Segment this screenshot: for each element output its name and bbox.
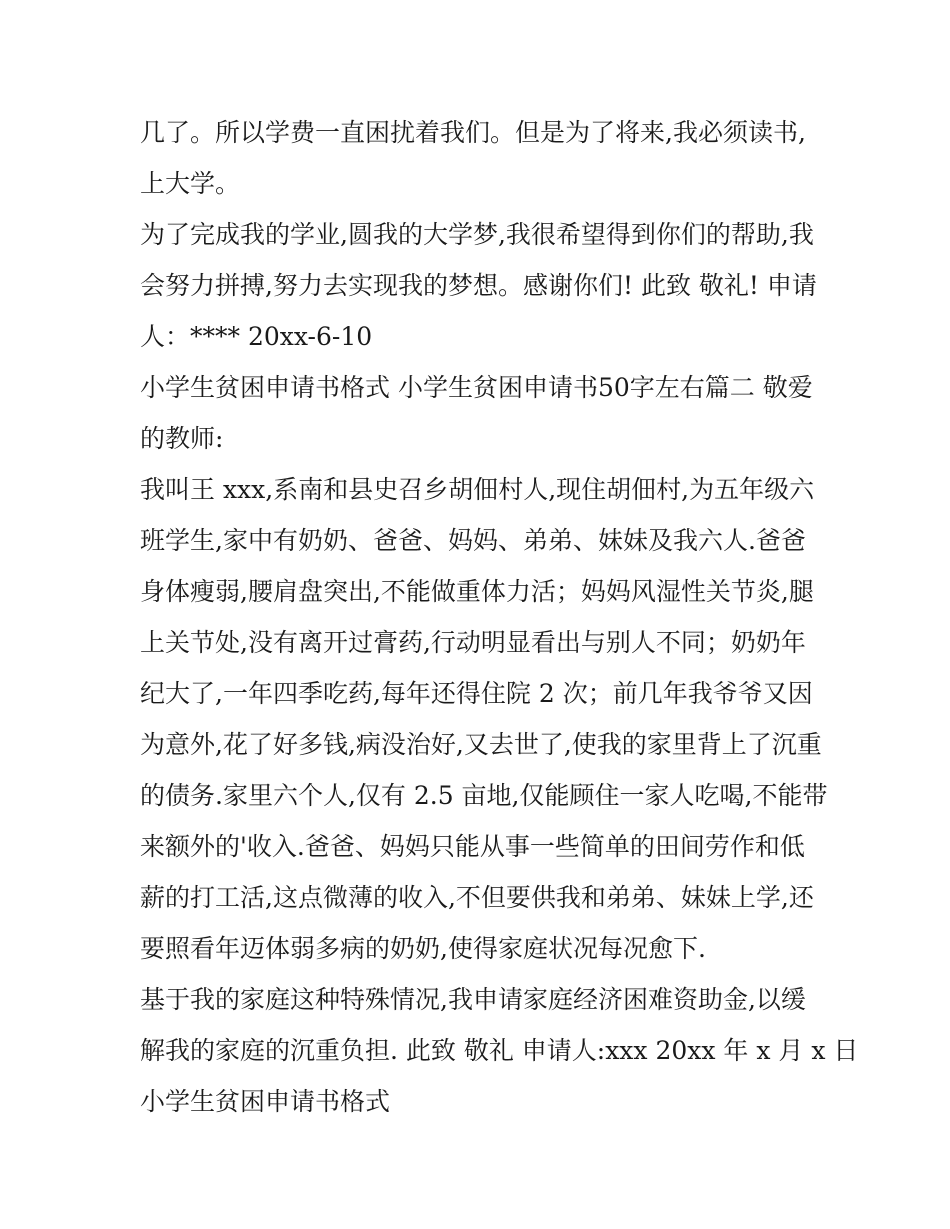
text-line: 班学生,家中有奶奶、爸爸、妈妈、弟弟、妹妹及我六人.爸爸 [140,526,806,555]
text-line: 纪大了,一年四季吃药,每年还得住院 2 次；前几年我爷爷又因 [140,679,813,708]
text-line: 的债务.家里六个人,仅有 2.5 亩地,仅能顾住一家人吃喝,不能带 [140,781,828,810]
text-line: 为了完成我的学业,圆我的大学梦,我很希望得到你们的帮助,我 [140,220,814,249]
text-line: 上关节处,没有离开过膏药,行动明显看出与别人不同；奶奶年 [140,628,806,657]
text-line: 的教师: [140,424,224,453]
text-line: 解我的家庭的沉重负担. 此致 敬礼 申请人:xxx 20xx 年 x 月 x 日 [140,1036,859,1065]
text-line: 上大学。 [140,169,241,198]
text-line: 人：**** 20xx-6-10 [140,322,373,351]
text-line: 小学生贫困申请书格式 [140,1087,391,1116]
text-line: 基于我的家庭这种特殊情况,我申请家庭经济困难资助金,以缓 [140,985,806,1014]
text-line: 为意外,花了好多钱,病没治好,又去世了,使我的家里背上了沉重 [140,730,822,759]
text-line: 要照看年迈体弱多病的奶奶,使得家庭状况每况愈下. [140,934,706,963]
text-line: 小学生贫困申请书格式 小学生贫困申请书50字左右篇二 敬爱 [140,373,813,402]
text-line: 薪的打工活,这点微薄的收入,不但要供我和弟弟、妹妹上学,还 [140,883,814,912]
text-line: 身体瘦弱,腰肩盘突出,不能做重体力活；妈妈风湿性关节炎,腿 [140,577,814,606]
text-line: 来额外的'收入.爸爸、妈妈只能从事一些简单的田间劳作和低 [140,832,805,861]
text-line: 会努力拼搏,努力去实现我的梦想。感谢你们! 此致 敬礼! 申请 [140,271,817,300]
document-body [140,107,859,1127]
text-line: 我叫王 xxx,系南和县史召乡胡佃村人,现住胡佃村,为五年级六 [140,475,815,504]
text-line: 几了。所以学费一直困扰着我们。但是为了将来,我必须读书, [140,118,806,147]
